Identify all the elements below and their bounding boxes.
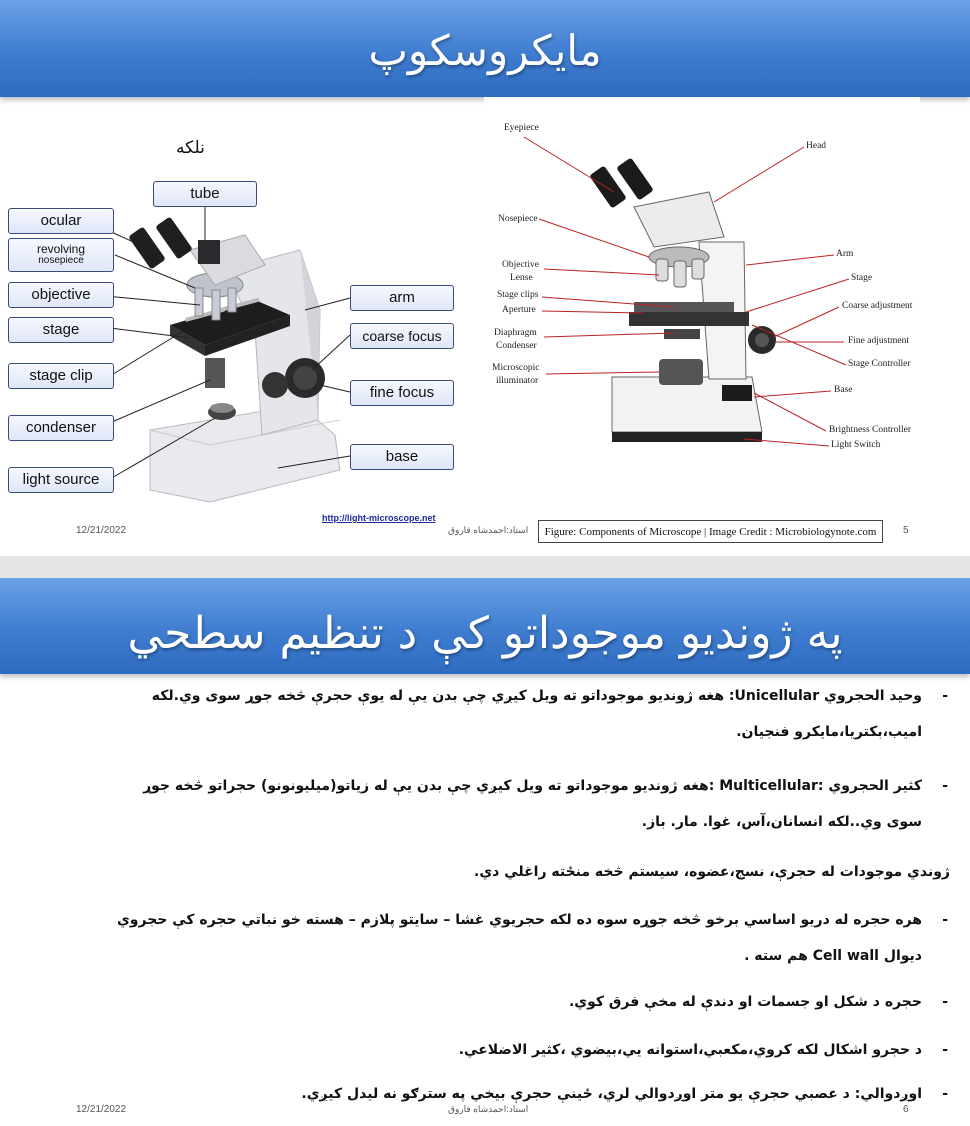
bullet-cell-parts: - هره حجره له دریو اساسي برخو څخه جوړه سوه ده لکه حجریوي غشا – سایتو پلازم – هسته خو نباتي حجره کې حجروي دیوال Cell wall هم سته . <box>42 902 922 974</box>
label-revolving-nosepiece <box>8 238 114 272</box>
slide2-author: استاد:احمدشاه فاروق <box>448 1104 529 1114</box>
label-nosepiece: nosepiece <box>38 255 84 267</box>
diagram-label-microscopic: Microscopic <box>492 363 540 373</box>
diagram-label-light-switch: Light Switch <box>831 440 881 450</box>
slide1-title: مایکروسکوپ <box>368 26 602 75</box>
components-diagram <box>484 97 920 517</box>
source-url[interactable]: http://light-microscope.net <box>322 513 436 523</box>
diagram-label-head: Head <box>806 141 827 151</box>
bullet-line: امیب،بکتریا،مایکرو فنجیان. <box>736 724 922 740</box>
slide2-banner <box>0 578 970 674</box>
label-coarse-focus: coarse focus <box>350 323 454 349</box>
slide1-author: استاد:احمدشاه فاروق <box>448 525 529 535</box>
label-stage: stage <box>8 317 114 343</box>
tube-label-pashto: نلکه <box>176 138 205 158</box>
diagram-label-base: Base <box>834 385 853 395</box>
slide1-banner <box>0 0 970 97</box>
label-condenser: condenser <box>8 415 114 441</box>
bullet-line: هره حجره له دریو اساسي برخو څخه جوړه سوه ده لکه حجریوي غشا – سایتو پلازم – هسته خو نباتي حجره کې حجروي <box>116 912 922 928</box>
diagram-label-diaphragm: Diaphragm <box>494 328 537 338</box>
diagram-label-aperture: Aperture <box>502 305 536 315</box>
bullet-line: وحید الحجروي Unicellular: هغه ژوندیو موجوداتو ته ویل کیږي چې بدن یې له یوې حجرې څخه جوړ سوی وي.لکه <box>151 688 922 704</box>
figure-caption: Figure: Components of Microscope | Image Credit : Microbiologynote.com <box>538 520 883 543</box>
label-revolving: revolving <box>36 242 86 257</box>
diagram-label-stage-clips: Stage clips <box>497 290 539 300</box>
diagram-label-nosepiece: Nosepiece <box>498 214 538 224</box>
diagram-label-condenser: Condenser <box>496 341 537 351</box>
slide2-title: په ژوندیو موجوداتو کې د تنظیم سطحي <box>127 608 843 659</box>
diagram-label-stage: Stage <box>851 273 873 283</box>
slide-levels-of-organization <box>0 578 970 1126</box>
slide1-date: 12/21/2022 <box>76 525 127 536</box>
slide-microscope <box>0 0 970 556</box>
bullet-line: د حجرو اشکال لکه کروي،مکعبي،استوانه یي،بیضوي ،کثیر الاضلاعي. <box>458 1042 922 1058</box>
diagram-label-stage-controller: Stage Controller <box>848 359 911 369</box>
label-light-source: light source <box>8 467 114 493</box>
diagram-label-objective: Objective <box>502 260 539 270</box>
label-ocular: ocular <box>8 208 114 234</box>
bullet-cell-shape: - حجره د شکل او جسمات او دندې له مخې فرق کوي. <box>42 984 922 1020</box>
paragraph-line: ژوندي موجودات له حجرې، نسج،عضوه، سیستم څخه منځته راغلي دي. <box>474 864 950 880</box>
bullet-line: سوی وي..لکه انسانان،آس، غوا. مار. باز. <box>641 814 922 830</box>
diagram-label-illuminator: illuminator <box>496 376 539 386</box>
diagram-label-lense: Lense <box>510 273 533 283</box>
labeled-microscope-figure <box>0 100 480 540</box>
diagram-label-fine-adjustment: Fine adjustment <box>848 336 909 346</box>
label-objective: objective <box>8 282 114 308</box>
diagram-label-brightness-controller: Brightness Controller <box>829 425 912 435</box>
label-fine-focus: fine focus <box>350 380 454 406</box>
bullet-line: حجره د شکل او جسمات او دندې له مخې فرق کوي. <box>568 994 922 1010</box>
bullet-line: دیوال Cell wall هم سته . <box>744 948 922 964</box>
label-base: base <box>350 444 454 470</box>
diagram-label-arm: Arm <box>836 249 854 259</box>
bullet-unicellular: - وحید الحجروي Unicellular: هغه ژوندیو موجوداتو ته ویل کیږي چې بدن یې له یوې حجرې څخه جوړ سوی وي.لکه امیب،بکتریا،مایکرو فنجیان. <box>42 678 922 750</box>
bullet-line: اوږدوالي: د عصبي حجرې یو متر اوږدوالي لري، ځینې حجرې بیخي په سترګو نه لیدل کیږي. <box>301 1086 922 1102</box>
bullet-cell-forms: - د حجرو اشکال لکه کروي،مکعبي،استوانه یي،بیضوي ،کثیر الاضلاعي. <box>42 1032 922 1068</box>
page-separator <box>0 556 970 578</box>
slide1-page-number: 5 <box>903 525 909 536</box>
label-tube: tube <box>153 181 257 207</box>
label-arm: arm <box>350 285 454 311</box>
slide2-page-number: 6 <box>903 1104 909 1115</box>
bullet-line: کثیر الحجروي :Multicellular :هغه ژوندیو موجوداتو ته ویل کیږي چې بدن یې له زیاتو(میلیونونو) حجراتو څخه جوړ <box>143 778 922 794</box>
bullet-multicellular: - کثیر الحجروي :Multicellular :هغه ژوندیو موجوداتو ته ویل کیږي چې بدن یې له زیاتو(میلیونونو) حجراتو څخه جوړ سوی وي..لکه انسانان،آس، غوا. مار. باز. <box>42 768 922 840</box>
paragraph-hierarchy <box>42 854 950 890</box>
diagram-label-eyepiece: Eyepiece <box>504 123 539 133</box>
diagram-label-coarse-adjustment: Coarse adjustment <box>842 301 913 311</box>
slide2-date: 12/21/2022 <box>76 1104 127 1115</box>
label-stage-clip: stage clip <box>8 363 114 389</box>
bullet-cell-length: - اوږدوالي: د عصبي حجرې یو متر اوږدوالي لري، ځینې حجرې بیخي په سترګو نه لیدل کیږي. <box>42 1076 922 1112</box>
